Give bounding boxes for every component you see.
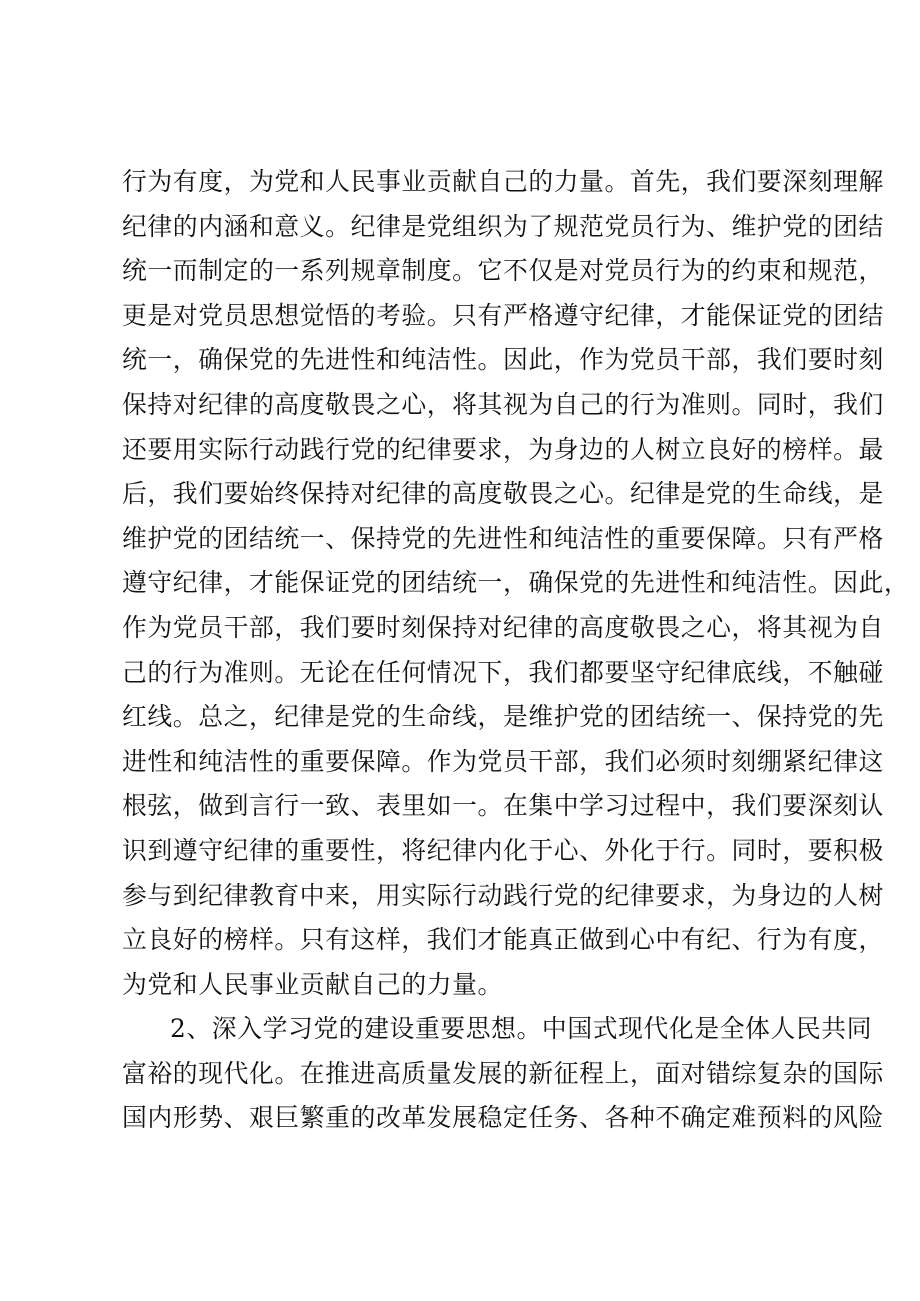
text-line: 统一，确保党的先进性和纯洁性。因此，作为党员干部，我们要时刻 [122,345,884,375]
text-line: 立良好的榜样。只有这样，我们才能真正做到心中有纪、行为有度， [122,925,884,955]
paragraph-party-building [122,1007,884,1141]
text-line: 2、深入学习党的建设重要思想。中国式现代化是全体人民共同 [170,1014,873,1044]
text-line: 红线。总之，纪律是党的生命线，是维护党的团结统一、保持党的先 [122,702,884,732]
text-line: 为党和人民事业贡献自己的力量。 [122,969,503,999]
text-line: 纪律的内涵和意义。纪律是党组织为了规范党员行为、维护党的团结 [122,211,884,241]
text-line: 维护党的团结统一、保持党的先进性和纯洁性的重要保障。只有严格 [122,523,884,553]
document-body [122,160,910,1141]
text-line: 统一而制定的一系列规章制度。它不仅是对党员行为的约束和规范， [122,256,884,286]
text-line: 国内形势、艰巨繁重的改革发展稳定任务、各种不确定难预料的风险 [122,1103,884,1133]
text-line: 保持对纪律的高度敬畏之心，将其视为自己的行为准则。同时，我们 [122,389,884,419]
text-line: 己的行为准则。无论在任何情况下，我们都要坚守纪律底线，不触碰 [122,657,884,687]
text-line: 更是对党员思想觉悟的考验。只有严格遵守纪律，才能保证党的团结 [122,300,884,330]
text-line: 后，我们要始终保持对纪律的高度敬畏之心。纪律是党的生命线，是 [122,479,884,509]
text-line: 识到遵守纪律的重要性，将纪律内化于心、外化于行。同时，要积极 [122,835,884,865]
text-line: 富裕的现代化。在推进高质量发展的新征程上，面对错综复杂的国际 [122,1058,884,1088]
text-line: 进性和纯洁性的重要保障。作为党员干部，我们必须时刻绷紧纪律这 [122,746,884,776]
paragraph-discipline [122,160,910,1007]
text-line: 行为有度，为党和人民事业贡献自己的力量。首先，我们要深刻理解 [122,167,884,196]
text-line: 根弦，做到言行一致、表里如一。在集中学习过程中，我们要深刻认 [122,791,884,821]
text-line: 遵守纪律，才能保证党的团结统一，确保党的先进性和纯洁性。因此， [122,568,910,598]
text-line: 还要用实际行动践行党的纪律要求，为身边的人树立良好的榜样。最 [122,434,884,464]
text-line: 作为党员干部，我们要时刻保持对纪律的高度敬畏之心，将其视为自 [122,612,884,642]
text-line: 参与到纪律教育中来，用实际行动践行党的纪律要求，为身边的人树 [122,880,884,910]
